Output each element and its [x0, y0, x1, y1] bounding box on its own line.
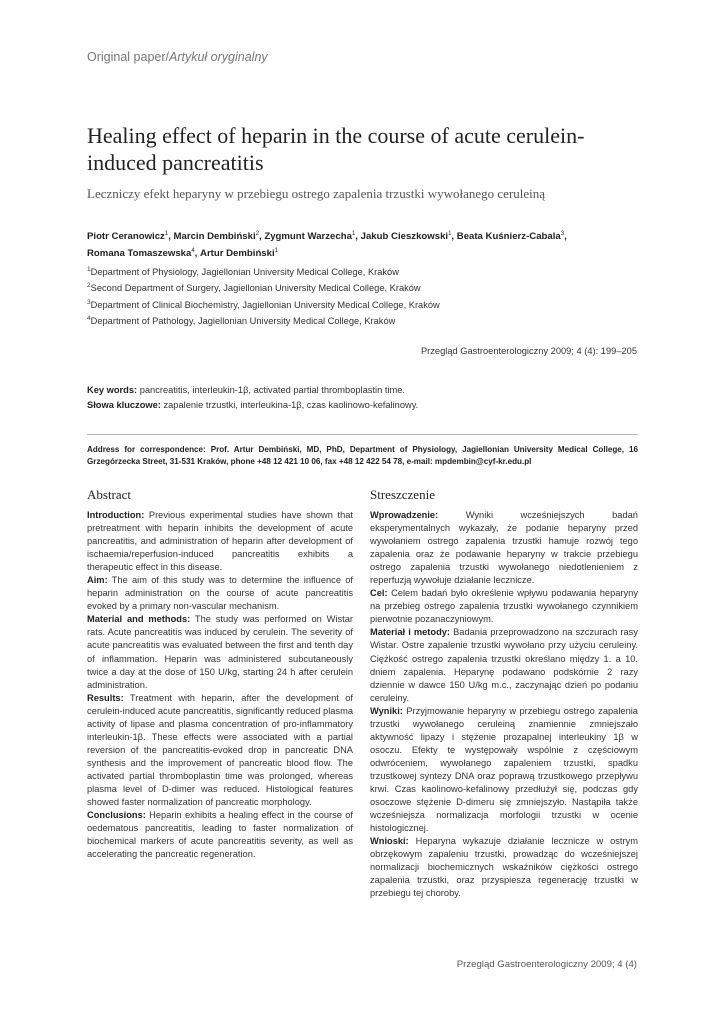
section-text: Heparyna wykazuje działanie lecznicze w ostrym obrzękowym zapaleniu trzustki, prowadząc do wcześniejszej normalizacji biochemicznych wskaźników ciężkości ostrego zapalenia trzustki, oraz przyspiesza regenerację trzustki w przebiegu tej choroby. — [370, 836, 638, 899]
affiliation-number: 4 — [87, 315, 91, 323]
abstract-section — [87, 509, 353, 574]
section-text: Przyjmowanie heparyny w przebiegu ostrego zapalenia trzustki wywołanego ceruleiną znamiennie zmniejszało aktywność lipazy i stężenie prozapalnej interleukiny 1β w osoczu. Efekty te występowały wspólnie z częściowym odwróceniem, wywołanego zapaleniem trzustki, spadku trzustkowej syntezy DNA oraz poprawą trzustkowego przepływu krwi. Czas kaolinowo-kefalinowy przedłużył się, podczas gdy osoczowe stężenie D-dimeru się zmniejszyło. Nastąpiła także wcześniejsza normalizacja morfologii trzustki w ocenie histologicznej. — [370, 705, 638, 834]
abstract-section — [87, 692, 353, 809]
affiliation-list — [87, 263, 647, 329]
keywords-english — [87, 383, 647, 398]
streszczenie-heading: Streszczenie — [370, 487, 435, 502]
streszczenie-section — [370, 705, 638, 835]
author-separator: , — [564, 231, 567, 243]
author-affiliation-number: 1 — [448, 231, 452, 237]
author-name: Zygmunt Warzecha — [264, 231, 352, 243]
streszczenie-section — [370, 587, 638, 626]
paper-type-en: Original paper/ — [87, 50, 169, 64]
section-label: Wnioski: — [370, 836, 409, 847]
correspondence-address: Address for correspondence: Prof. Artur Dembiński, MD, PhD, Department of Physiology, Jagiellonian University Medical College, 16 Grzegórzecka Street, 31-531 Kraków, phone +48 12 421 10 06, fax +48 12 422 54 78, e-mail: mpdembin@cyf-kr.edu.pl — [87, 445, 638, 466]
section-text: Previous experimental studies have shown that pretreatment with heparin inhibits the development of acute pancreatitis, and administration of heparin after development of ischaemia/reperfusion-induced pancreatitis exhibits a therapeutic effect in this disease. — [87, 510, 353, 573]
author-affiliation-number: 4 — [191, 248, 195, 255]
affiliation-number: 2 — [87, 282, 91, 290]
keywords-label: Słowa kluczowe: — [87, 400, 161, 410]
author-affiliation-number: 2 — [255, 231, 259, 237]
streszczenie-section — [370, 509, 638, 587]
abstract-section — [87, 613, 353, 691]
author-name: Piotr Ceranowicz — [87, 231, 165, 243]
affiliation-text: Department of Pathology, Jagiellonian University Medical College, Kraków — [90, 316, 396, 327]
affiliation-number: 3 — [87, 298, 91, 306]
abstract-heading: Abstract — [87, 487, 132, 502]
section-label: Materiał i metody: — [370, 627, 451, 638]
section-text: The aim of this study was to determine the influence of heparin administration on the course of acute pancreatitis evoked by a primary non-vascular mechanism. — [87, 575, 353, 612]
section-text: Celem badań było określenie wpływu podawania heparyny na przebieg ostrego zapalenia trzustki wywołanego czynnikiem pierwotnie pozanaczyniowym. — [370, 588, 638, 625]
paper-type-label — [87, 50, 268, 64]
author-name: Beata Kuśnierz-Cabala — [456, 231, 561, 243]
abstract-section — [87, 809, 353, 861]
abstract-column — [87, 487, 353, 861]
author-separator: , — [451, 231, 457, 243]
author — [361, 231, 457, 242]
author — [457, 231, 567, 242]
section-label: Wprowadzenie: — [370, 510, 439, 520]
affiliation — [87, 279, 647, 295]
keywords-text: zapalenie trzustki, interleukina-1β, czas kaolinowo-kefalinowy. — [163, 400, 419, 410]
author-affiliation-number: 1 — [351, 231, 356, 237]
affiliation — [87, 263, 647, 279]
divider — [87, 434, 638, 435]
author-name: Romana Tomaszewska — [87, 248, 192, 260]
affiliation — [87, 296, 647, 312]
author-separator: , — [355, 231, 361, 243]
paper-type-pl: Artykuł oryginalny — [169, 50, 268, 64]
section-text: Badania przeprowadzono na szczurach rasy Wistar. Ostre zapalenie trzustki wywołano przy użyciu ceruleiny. Ciężkość ostrego zapalenia trzustki określano między 1. a 10. dniem zapalenia. Heparynę podawano podskórnie 2 razy dziennie w dawce 150 U/kg m.c., zaczynając dzień po podaniu ceruleiny. — [370, 627, 638, 703]
author — [87, 248, 200, 259]
author-affiliation-number: 1 — [274, 248, 278, 255]
author-separator: , — [258, 231, 265, 243]
section-text: Heparin exhibits a healing effect in the course of oedematous pancreatitis, leading to faster normalization of biochemical markers of acute pancreatitis severity, as well as accelerating the pancreatic regeneration. — [87, 810, 353, 860]
section-text: Treatment with heparin, after the development of cerulein-induced acute pancreatitis, significantly reduced plasma activity of lipase and plasma concentration of pro-inflammatory interleukin-1β. These effects were associated with a partial reversion of the pancreatitis-evoked drop in pancreatic DNA synthesis and the improvement of pancreatic blood flow. The activated partial thromboplastin time was prolonged, whereas plasma level of D-dimer was reduced. Histological features showed faster normalization of pancreatic morphology. — [87, 692, 353, 808]
author — [87, 231, 174, 242]
author-name: Jakub Cieszkowski — [360, 231, 449, 243]
section-text: Wyniki wcześniejszych badań eksperymentalnych wykazały, że podanie heparyny przed wywołaniem ostrego zapalenia trzustki hamuje rozwój tego zapalenia oraz że podawanie heparyny w trakcie przebiegu ostrego zapalenia trzustki wywołanego niedotlenieniem z reperfuzją wywołuje działanie lecznicze. — [370, 510, 638, 586]
section-label: Introduction: — [87, 510, 145, 520]
page-footer: Przegląd Gastroenterologiczny 2009; 4 (4) — [456, 959, 637, 970]
author-affiliation-number: 3 — [560, 231, 565, 237]
section-label: Results: — [87, 692, 124, 703]
streszczenie-column — [370, 487, 638, 900]
keywords-polish — [87, 398, 647, 413]
author-name: Artur Dembiński — [200, 248, 275, 260]
author-affiliation-number: 1 — [164, 231, 169, 237]
article-title: Healing effect of heparin in the course of acute cerulein-induced pancreatitis — [87, 123, 585, 175]
streszczenie-section — [370, 835, 638, 900]
section-label: Cel: — [370, 588, 388, 599]
section-label: Aim: — [87, 575, 108, 586]
section-label: Wyniki: — [370, 705, 403, 716]
article-subtitle-polish: Leczniczy efekt heparyny w przebiegu ostrego zapalenia trzustki wywołanego ceruleiną — [87, 186, 546, 201]
abstract-section — [87, 574, 353, 613]
affiliation-text: Department of Clinical Biochemistry, Jagiellonian University Medical College, Kraków — [90, 299, 440, 310]
section-text: The study was performed on Wistar rats. Acute pancreatitis was induced by cerulein. The severity of acute pancreatitis was evaluated between the first and tenth day of inflammation. Heparin was administered subcutaneously twice a day at the dose of 150 U/kg, starting 24 h after cerulein administration. — [87, 614, 353, 690]
affiliation — [87, 312, 647, 328]
author-list — [87, 227, 647, 261]
section-label: Conclusions: — [87, 810, 146, 821]
affiliation-text: Department of Physiology, Jagiellonian University Medical College, Kraków — [90, 267, 399, 278]
author — [200, 248, 278, 259]
affiliation-text: Second Department of Surgery, Jagiellonian University Medical College, Kraków — [90, 283, 421, 294]
journal-citation: Przegląd Gastroenterologiczny 2009; 4 (4): 199–205 — [420, 346, 637, 356]
author — [264, 231, 360, 242]
affiliation-number: 1 — [87, 266, 91, 273]
author-separator: , — [168, 231, 174, 243]
author — [174, 231, 265, 242]
author-name: Marcin Dembiński — [173, 231, 256, 243]
section-label: Material and methods: — [87, 614, 191, 625]
keywords-block — [87, 383, 647, 413]
streszczenie-section — [370, 626, 638, 704]
author-separator: , — [194, 248, 201, 260]
keywords-label: Key words: — [87, 385, 138, 395]
keywords-text: pancreatitis, interleukin-1β, activated partial thromboplastin time. — [139, 385, 405, 395]
